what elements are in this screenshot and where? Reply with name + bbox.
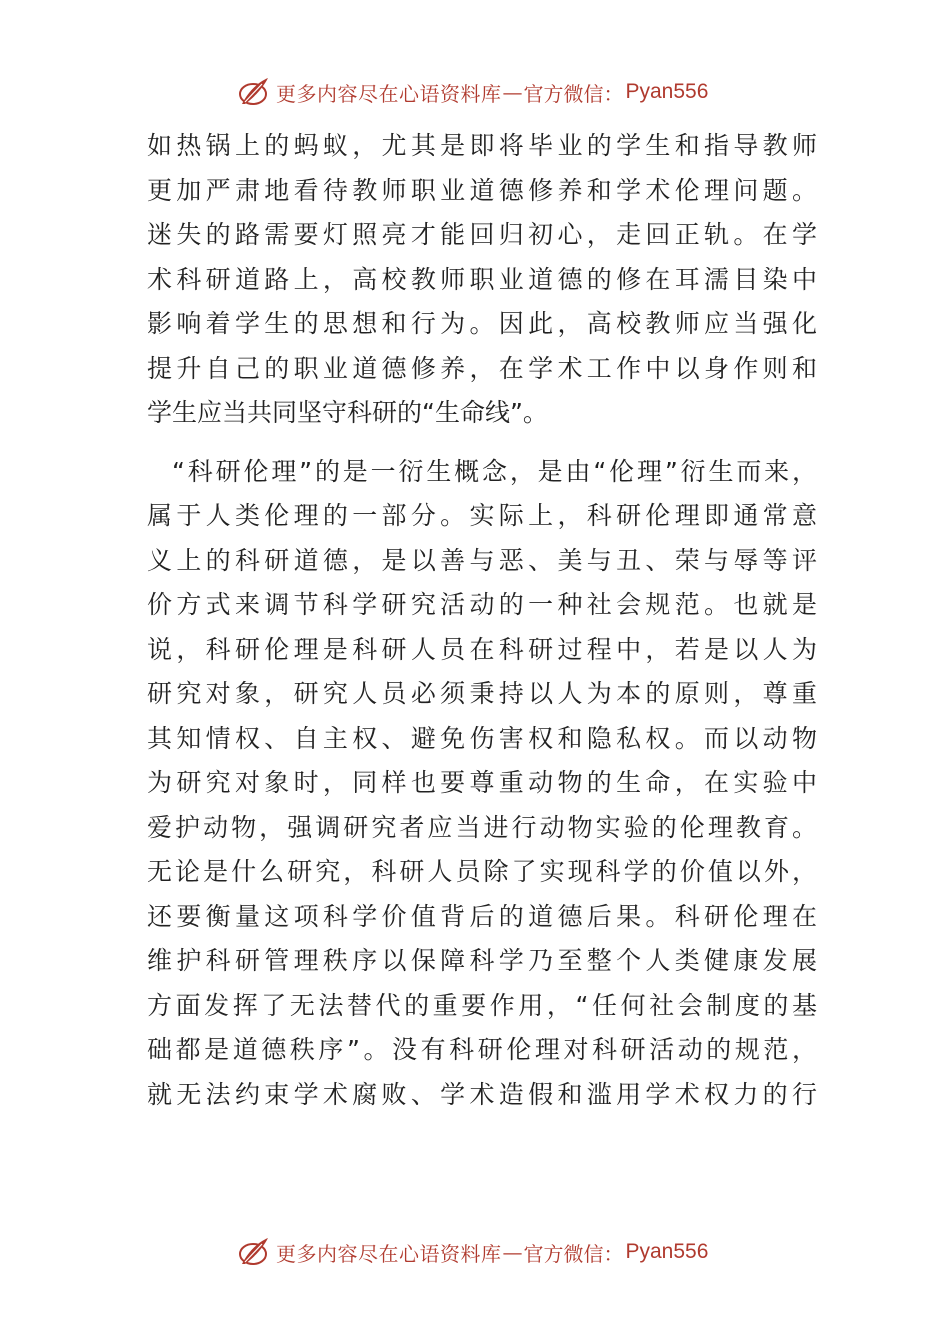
- text-line: 属于人类伦理的一部分。实际上，科研伦理即通常意: [147, 501, 817, 530]
- text-line: 方面发挥了无法替代的重要作用，“任何社会制度的基: [147, 990, 817, 1020]
- footer-banner: [236, 1230, 756, 1274]
- feather-pen-logo-icon: [236, 1234, 272, 1270]
- document-body: [147, 124, 817, 1117]
- text-line: 价方式来调节科学研究活动的一种社会规范。也就是: [147, 590, 817, 619]
- text-line: 无论是什么研究，科研人员除了实现科学的价值以外，: [147, 857, 817, 886]
- text-line: 提升自己的职业道德修养，在学术工作中以身作则和: [147, 353, 817, 383]
- paragraph-gap: [147, 436, 817, 450]
- footer-wechat-label: 官方微信：: [523, 1241, 624, 1266]
- text-line: 术科研道路上，高校教师职业道德的修在耳濡目染中: [147, 264, 817, 294]
- paragraph-1: [147, 124, 817, 436]
- header-separator: —: [502, 80, 523, 104]
- text-line: 说，科研伦理是科研人员在科研过程中，若是以人为: [147, 634, 817, 664]
- text-line: 影响着学生的思想和行为。因此，高校教师应当强化: [147, 309, 817, 338]
- footer-wechat-id: Pyan556: [625, 1240, 709, 1263]
- text-line: 更加严肃地看待教师职业道德修养和学术伦理问题。: [147, 175, 817, 205]
- text-line: 迷失的路需要灯照亮才能回归初心，走回正轨。在学: [147, 220, 817, 249]
- header-brand-text: 更多内容尽在心语资料库: [276, 81, 502, 106]
- text-line: 为研究对象时，同样也要尊重动物的生命，在实验中: [147, 768, 817, 797]
- text-line: 学生应当共同坚守科研的“生命线”。: [147, 398, 548, 427]
- text-line: 就无法约束学术腐败、学术造假和滥用学术权力的行: [147, 1079, 817, 1109]
- text-line: 其知情权、自主权、避免伤害权和隐私权。而以动物: [147, 723, 817, 753]
- feather-pen-logo-icon: [236, 74, 272, 110]
- footer-separator: —: [502, 1240, 523, 1264]
- text-line: 础都是道德秩序”。没有科研伦理对科研活动的规范，: [147, 1035, 817, 1064]
- paragraph-2: [147, 450, 817, 1118]
- text-line: 研究对象，研究人员必须秉持以人为本的原则，尊重: [147, 679, 817, 708]
- text-line: 还要衡量这项科学价值背后的道德后果。科研伦理在: [147, 901, 817, 931]
- text-line: 维护科研管理秩序以保障科学乃至整个人类健康发展: [147, 946, 817, 975]
- text-line-indented: “科研伦理”的是一衍生概念，是由“伦理”衍生而来，: [172, 456, 817, 486]
- text-line: 如热锅上的蚂蚁，尤其是即将毕业的学生和指导教师: [147, 131, 817, 160]
- header-wechat-label: 官方微信：: [523, 81, 624, 106]
- header-banner: [236, 70, 756, 114]
- footer-brand-text: 更多内容尽在心语资料库: [276, 1241, 502, 1266]
- text-line: 爱护动物，强调研究者应当进行动物实验的伦理教育。: [147, 812, 817, 842]
- header-wechat-id: Pyan556: [625, 80, 709, 103]
- text-line: 义上的科研道德，是以善与恶、美与丑、荣与辱等评: [147, 545, 817, 575]
